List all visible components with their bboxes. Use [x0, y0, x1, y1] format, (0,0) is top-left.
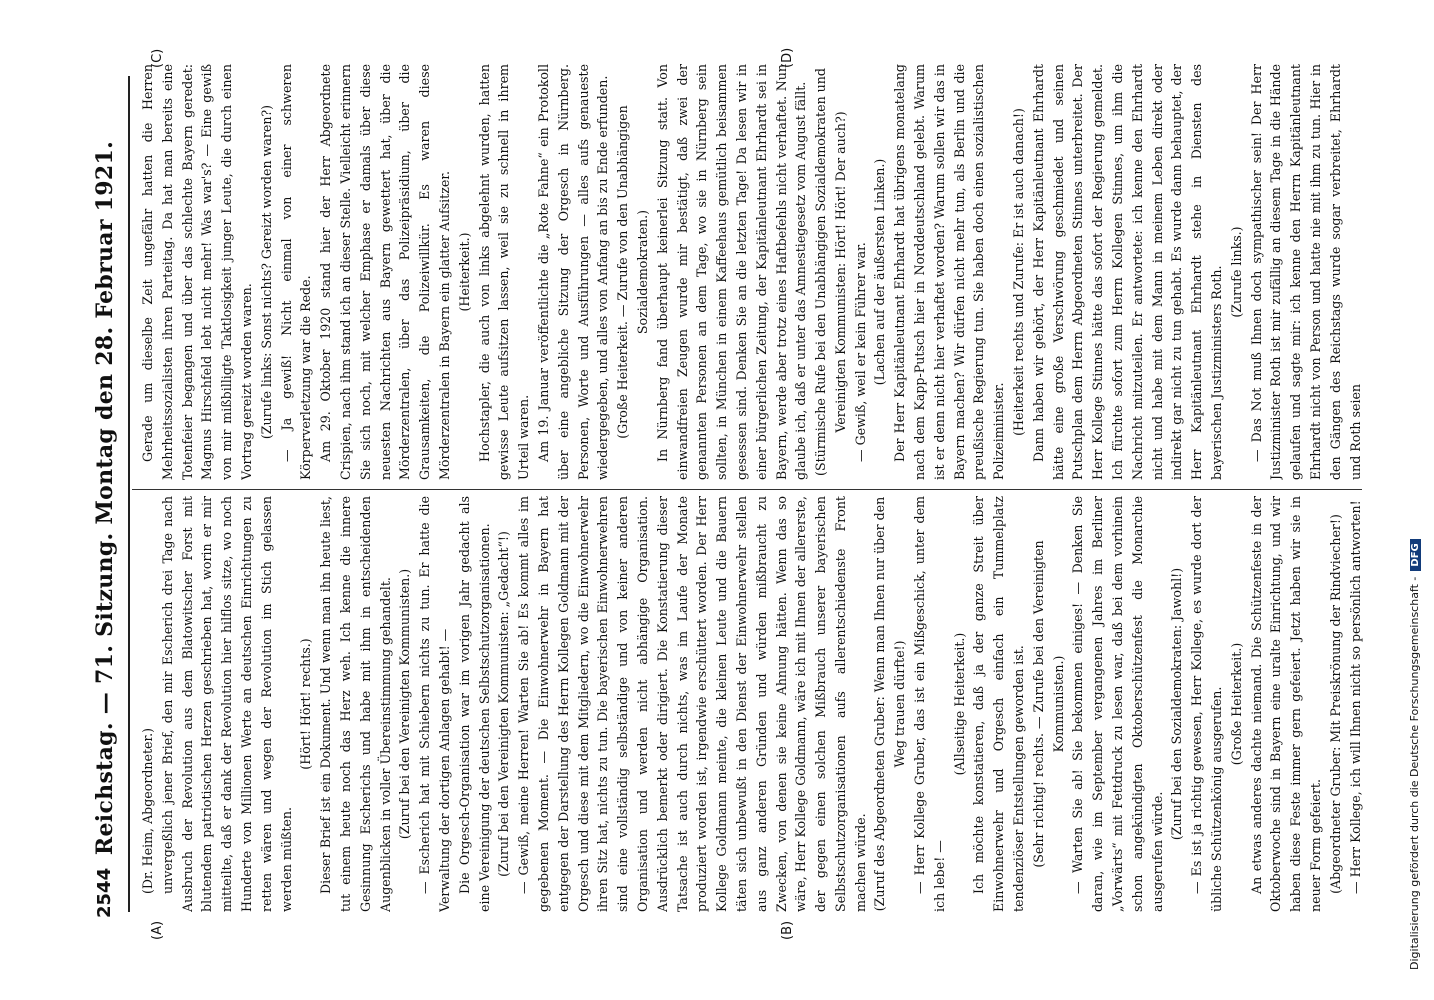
- text-paragraph: — Herr Kollege Gruber, das ist ein Mißgeschick, unter dem ich lebe! —: [912, 496, 947, 912]
- text-paragraph: — Ja gewiß! Nicht einmal von einer schweren Körperverletzung war die Rede.: [278, 64, 314, 480]
- interjection-paragraph: (Große Heiterkeit. — Zurufe von den Unabhängigen Sozialdemokraten.): [615, 105, 650, 439]
- margin-marker-a: (A): [150, 920, 165, 940]
- interjection-paragraph: (Zurufe links: Sonst nichts? Gereizt worden waren?): [258, 104, 274, 440]
- interjection-paragraph: (Heiterkeit rechts und Zurufe: Er ist auch danach!): [1011, 108, 1027, 436]
- interjection-paragraph: (Hört! Hört! rechts.): [298, 638, 314, 770]
- text-paragraph: (Dr. Heim, Abgeordneter.): [140, 727, 155, 894]
- interjection-paragraph: (Zuruf bei den Sozialdemokraten: Jawohl!): [1169, 567, 1185, 841]
- right-column: [138, 64, 1368, 480]
- header-rule: [128, 76, 130, 912]
- text-paragraph: — Warten Sie ab! Sie bekommen einiges! — Denken Sie daran, wie im September vergangenen Jahres im Berliner „Vorwärts“ mit Fettdruck zu lesen war, daß bei dem vorhinein schon angekündigten Oktoberschützenfest die Monarchie ausgerufen würde.: [1070, 496, 1165, 912]
- interjection-paragraph: (Heiterkeit.): [456, 232, 472, 312]
- text-paragraph: — Das Not muß Ihnen doch sympathischer sein! Der Herr Justizminister Roth ist mir zufällig an diesem Tage in die Hände gelaufen und sagte mir: ich kenne den Herrn Kapitänleutnant Ehrhardt nicht von Person und hatte nie mit ihm zu tun. Hier in den Gängen des Reichstags wurde sogar verbreitet, Ehrhardt und Roth seien: [1248, 64, 1363, 480]
- digitization-credit: [1408, 539, 1421, 970]
- page-header: [86, 78, 126, 918]
- interjection-paragraph: (Zuruf bei den Vereinigten Kommunisten: „Gedacht“!): [496, 531, 512, 877]
- text-paragraph: Ich möchte konstatieren, daß ja der ganze Streit über Einwohnerwehr und Orgesch einfach ein Tummelplatz tendenziöser Entstellungen geworden ist.: [971, 496, 1027, 912]
- running-title: Reichstag. — 71. Sitzung. Montag den 28. Februar 1921.: [92, 140, 118, 856]
- text-paragraph: Dann haben wir gehört, der Herr Kapitänleutnant Ehrhardt hätte eine große Verschwörung geschmiedet und seinen Putschplan dem Herrn Abgeordneten Stinnes unterbreitet. Der Herr Kollege Stinnes hätte das sofort der Regierung gemeldet. Ich fürchte sofort zum Herrn Kollegen Stinnes, um ihm die Nachricht mitzuteilen. Er antwortete: ich kenne den Ehrhardt nicht und habe mit dem Mann in meinem Leben direkt oder indirekt gar nicht zu tun gehabt. Es wurde dann behauptet, der Herr Kapitänleutnant Ehrhardt stehe in Diensten des bayerischen Justizministers Roth.: [1030, 64, 1225, 480]
- margin-marker-b: (B): [780, 920, 795, 940]
- dfg-logo: DFG: [1410, 539, 1421, 570]
- interjection-paragraph: (Abgeordneter Gruber: Mit Preiskrönung der Rindviecher!): [1327, 514, 1343, 894]
- text-paragraph: — Escherich hat mit Schiebern nichts zu tun. Er hatte die Verwaltung der dortigen Anlagen gehabt! —: [417, 496, 452, 912]
- text-paragraph: An etwas anderes dachte niemand. Die Schützenfeste in der Oktoberwoche sind in Bayern eine uralte Einrichtung, und wir haben diese Feste immer gern gefeiert. Jetzt haben wir sie in neuer Form gefeiert.: [1248, 496, 1324, 912]
- interjection-paragraph: (Stürmische Rufe bei den Unabhängigen Sozialdemokraten und Vereinigten Kommunisten: Hört! Hört! Der auch?): [813, 68, 848, 476]
- interjection-paragraph: (Allseitige Heiterkeit.): [951, 632, 967, 776]
- text-paragraph: unvergeßlich jener Brief, den mir Escherich drei Tage nach Ausbruch der Revolution aus dem Blatowitscher Forst mit blutendem patriotischen Herzen geschrieben hat, worin er mir mitteilte, daß er dank der Revolution hier hilflos sitze, wo noch Hunderte von Millionen Werte an deutschen Einrichtungen zu retten wären und wegen der Revolution im Stich gelassen werden müßten.: [159, 496, 294, 912]
- credit-text: Digitalisierung gefördert durch die Deutsche Forschungsgemeinschaft -: [1408, 576, 1421, 970]
- interjection-paragraph: (Zuruf bei den Vereinigten Kommunisten.): [397, 568, 413, 840]
- interjection-paragraph: (Zuruf des Abgeordneten Gruber: Wenn man Ihnen nur über den Weg trauen dürfte!): [872, 496, 908, 912]
- text-paragraph: Der Herr Kapitänleutnant Ehrhardt hat übrigens monatelang nach dem Kapp-Putsch hier in Norddeutschland gelebt. Warum ist er denn nicht hier verhaftet worden? Warum sollen wir das in Bayern machen? Wir dürfen nicht mehr tun, als Berlin und die preußische Regierung tun. Sie haben doch einen sozialistischen Polizeiminister.: [892, 64, 1007, 480]
- interjection-paragraph: [1365, 496, 1368, 912]
- text-paragraph: Gerade um dieselbe Zeit ungefähr hatten die Herren Mehrheitssozialisten ihren Parteitag. Da hat man bereits eine Totenfeier begangen und über das schlechte Bayern geredet: Magnus Hirschfeld lebt nicht mehr! Was war's? — Eine gewiß von mir mißbilligte Taktlosigkeit junger Leute, die durch einen Vortrag gereizt worden waren.: [140, 64, 254, 480]
- page-number: 2544: [94, 867, 115, 918]
- text-paragraph: Die Orgesch-Organisation war im vorigen Jahr gedacht als eine Vereinigung der deutschen Selbstschutzorganisationen.: [456, 496, 492, 912]
- text-paragraph: Am 19. Januar veröffentlichte die „Rote Fahne“ ein Protokoll über eine angebliche Sitzung der Orgesch in Nürnberg. Personen, Worte und Ausführungen — alles aufs genaueste wiedergegeben, und alles von Anfang an bis zu Ende erfunden.: [535, 64, 611, 480]
- column-divider: [132, 489, 1362, 490]
- text-paragraph: Hochstapler, die auch von links abgelehnt wurden, hatten gewisse Leute aufsitzen lassen, weil sie zu schnell in ihrem Urteil waren.: [476, 64, 532, 480]
- text-paragraph: — Herr Kollege, ich will Ihnen nicht so persönlich antworten!: [1347, 500, 1363, 894]
- text-paragraph: — Gewiß, meine Herren! Warten Sie ab! Es kommt alles im gegebenen Moment. — Die Einwohnerwehr in Bayern hat entgegen der Darstellung des Herrn Kollegen Goldmann mit der Orgesch und diese mit dem Mitgliedern, wo die Einwohnerwehr ihren Sitz hat, nichts zu tun. Die bayerischen Einwohnerwehren sind eine vollständig selbständige und von keiner anderen Organisation und werden nicht abhängige Organisation. Ausdrücklich bemerkt oder dirigiert. Die Konstatierung dieser Tatsache ist auch durch nichts, was im Laufe der Monate produziert worden ist, irgendwie erschüttert worden. Der Herr Kollege Goldmann meinte, die kleinen Leute und die Bauern täten sich unbewußt in den Dienst der Einwohnerwehr stellen aus ganz anderen Gründen und würden mißbraucht zu Zwecken, von denen sie keine Ahnung hätten. Wenn das so wäre, Herr Kollege Goldmann, wäre ich mit Ihnen der allererste, der gegen einen solchen Mißbrauch unserer bayerischen Selbstschutzorganisationen aufs allerentschiedenste Front machen würde.: [516, 496, 868, 912]
- text-paragraph: — Gewiß, weil er kein Führer war.: [852, 242, 868, 462]
- interjection-paragraph: (Sehr richtig! rechts. — Zurufe bei den Vereinigten Kommunisten.): [1030, 540, 1066, 868]
- interjection-paragraph: (Lachen auf der äußersten Linken.): [872, 158, 888, 386]
- margin-marker-d: (D): [780, 47, 795, 68]
- interjection-paragraph: (Zurufe links.): [1228, 226, 1244, 318]
- text-paragraph: Am 29. Oktober 1920 stand hier der Herr Abgeordnete Crispien, nach ihm stand ich an dieser Stelle. Vielleicht erinnern Sie sich noch, mit welcher Emphase er damals über diese neuesten Nachrichten aus Bayern gewettert hat, über die Mörderzentralen, über das Polizeipräsidium, über die Grausamkeiten, die Polizeiwillkür. Es waren diese Mörderzentralen in Bayern ein glatter Aufsitzer.: [318, 64, 452, 480]
- interjection-paragraph: (Große Heiterkeit.): [1228, 642, 1244, 766]
- left-column: [138, 496, 1368, 912]
- text-paragraph: Dieser Brief ist ein Dokument. Und wenn man ihn heute liest, tut einem heute noch das Herz weh. Ich kenne die innere Gesinnung Escherichs und habe mit ihm in entscheidenden Augenblicken in voller Übereinstimmung gehandelt.: [318, 496, 393, 912]
- text-paragraph: — Es ist ja richtig gewesen, Herr Kollege, es wurde dort der übliche Schützenkönig ausgerufen.: [1189, 496, 1225, 912]
- margin-marker-c: (C): [150, 48, 165, 68]
- text-paragraph: In Nürnberg fand überhaupt keinerlei Sitzung statt. Von einwandfreien Zeugen wurde mir bestätigt, daß zwei der genannten Personen an dem Tage, wo sie in Nürnberg sein sollten, in München in einem Kaffeehaus gemütlich beisammen gesessen sind. Denken Sie an die letzten Tage! Da lesen wir in einer bürgerlichen Zeitung, der Kapitänleutnant Ehrhardt sei in Bayern, werde aber trotz eines Haftbefehls nicht verhaftet. Nun glaube ich, daß er unter das Amnestiegesetz vom August fällt.: [654, 64, 809, 480]
